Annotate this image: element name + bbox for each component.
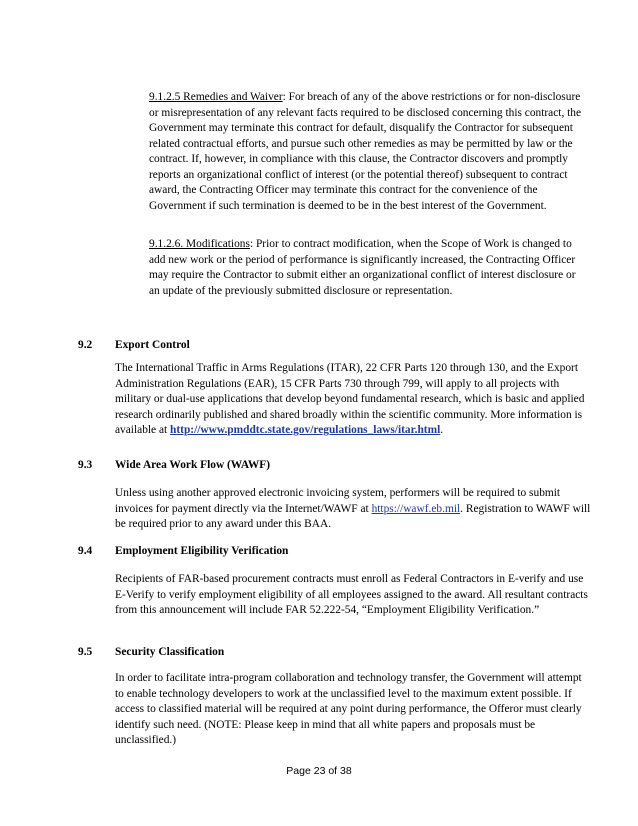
body-text: Recipients of FAR-based procurement contracts must enroll as Federal Contractors in E-verify and use E-Verify to verify employment eligibility of all employees assigned to the award. All resultant contracts from this announcement will include FAR 52.222-54, “Employment Eligibility Verification.” <box>115 573 588 616</box>
body-text: In order to facilitate intra-program collaboration and technology transfer, the Government will attempt to enable technology developers to work at the unclassified level to the maximum extent possible. If access to classified material will be required at any point during performance, the Offeror must clearly identify such need. (NOTE: Please keep in mind that all white papers and proposals must be unclassified.) <box>115 672 582 746</box>
subsection-9-1-2-6 <box>149 237 583 299</box>
body-text-end: . <box>440 424 444 436</box>
section-number: 9.3 <box>78 459 93 471</box>
page-number: Page 23 of 38 <box>286 765 352 777</box>
section-title: Employment Eligibility Verification <box>115 545 289 557</box>
section-title: Security Classification <box>115 646 225 658</box>
subsection-heading: 9.1.2.5 Remedies and Waiver <box>149 91 283 103</box>
wawf-link[interactable]: https://wawf.eb.mil <box>371 502 461 515</box>
itar-link[interactable]: http://www.pmddtc.state.gov/regulations_laws/itar.html <box>170 424 441 436</box>
section-body-9-5 <box>115 671 591 749</box>
subsection-9-1-2-5 <box>149 90 583 214</box>
section-body-9-3 <box>115 486 591 533</box>
section-number: 9.2 <box>78 339 93 351</box>
subsection-text: : For breach of any of the above restrictions or for non-disclosure or misrepresentation of any relevant facts required to be disclosed concerning this contract, the Government may terminate this contract for default, disqualify the Contractor for subsequent related contractual efforts, and pursue such other remedies as may be permitted by law or the contract. If, however, in compliance with this clause, the Contractor discovers and promptly reports an organizational conflict of interest (or the potential thereof) subsequent to contract award, the Contracting Officer may terminate this contract for the convenience of the Government if such termination is deemed to be in the best interest of the Government. <box>149 91 582 212</box>
section-body-9-2 <box>115 361 591 439</box>
section-number: 9.4 <box>78 545 93 557</box>
subsection-heading: 9.1.2.6. Modifications <box>149 238 250 250</box>
subsection-text: : Prior to contract modification, when the Scope of Work is changed to add new work or the period of performance is significantly increased, the Contracting Officer may require the Contractor to submit either an organizational conflict of interest disclosure or an update of the previously submitted disclosure or representation. <box>149 238 576 297</box>
section-title: Wide Area Work Flow (WAWF) <box>115 459 271 471</box>
section-body-9-4 <box>115 572 591 619</box>
section-number: 9.5 <box>78 646 93 658</box>
body-text: The International Traffic in Arms Regulations (ITAR), 22 CFR Parts 120 through 130, and the Export Administration Regulations (EAR), 15 CFR Parts 730 through 799, will apply to all projects with military or dual-use applications that develop beyond fundamental research, which is basic and applied research ordinarily published and shared broadly within the scientific community. More information is available at <box>115 362 585 436</box>
body-text-end: . Registration to WAWF will be required prior to any award under this BAA. <box>115 502 591 530</box>
section-title: Export Control <box>115 339 190 351</box>
body-text: Unless using another approved electronic invoicing system, performers will be required to submit invoices for payment directly via the Internet/WAWF at <box>115 487 561 515</box>
